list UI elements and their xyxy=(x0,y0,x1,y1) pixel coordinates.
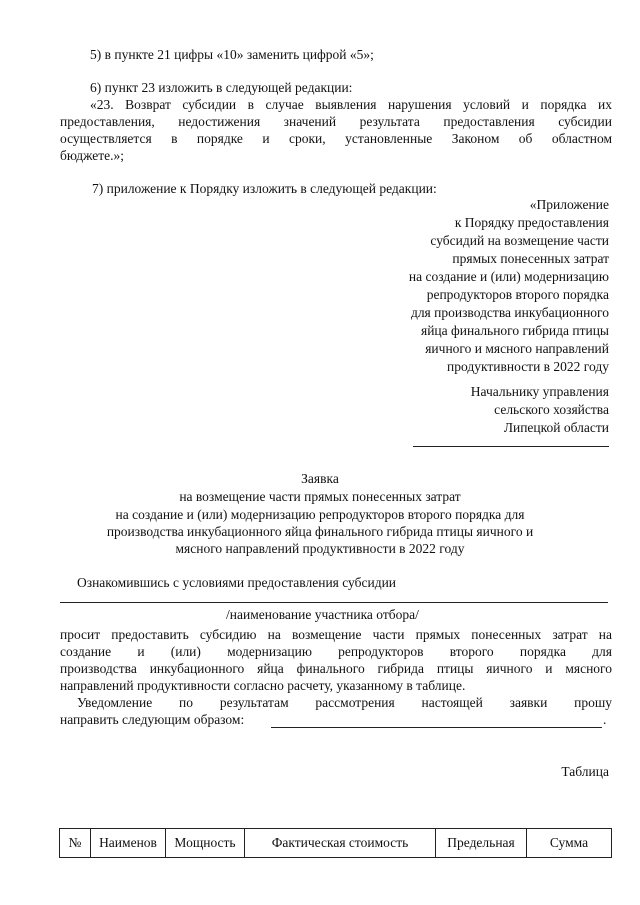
body-line-5: Уведомление по результатам рассмотрения настоящей заявки прошу xyxy=(77,695,612,710)
application-title: Заявка xyxy=(301,471,339,486)
addressee-signature-line xyxy=(413,446,609,447)
body-line-3: производства инкубационного яйца финального гибрида птицы яичного и мясного xyxy=(60,661,612,676)
addressee-line-3: Липецкой области xyxy=(503,420,609,435)
application-subtitle-1: на возмещение части прямых понесенных затрат xyxy=(179,489,461,504)
application-subtitle-3: производства инкубационного яйца финального гибрида птицы яичного и xyxy=(106,524,534,539)
calculation-table xyxy=(59,828,612,858)
table-header-row xyxy=(60,829,612,858)
body-line-2: создание и (или) модернизацию репродукторов второго порядка для xyxy=(60,644,612,659)
appendix-line-2: к Порядку предоставления xyxy=(454,215,609,230)
addressee-line-1: Начальнику управления xyxy=(470,384,609,399)
appendix-line-7: для производства инкубационного xyxy=(410,305,609,320)
intro-text: Ознакомившись с условиями предоставления субсидии xyxy=(77,575,397,590)
body-line-6: направить следующим образом: xyxy=(60,712,245,727)
item-23-line-3: осуществляется в порядке и сроки, установленные Законом об областном xyxy=(60,131,612,146)
item-5: 5) в пункте 21 цифры «10» заменить цифрой «5»; xyxy=(90,47,374,62)
table-label: Таблица xyxy=(561,764,609,779)
appendix-line-3: субсидий на возмещение части xyxy=(430,233,609,248)
appendix-line-1: «Приложение xyxy=(529,197,609,212)
application-subtitle-4: мясного направлений продуктивности в 2022 году xyxy=(175,541,465,556)
item-23-line-4: бюджете.»; xyxy=(60,148,125,163)
item-23-line-1: «23. Возврат субсидии в случае выявления нарушения условий и порядка их xyxy=(90,97,612,112)
appendix-line-8: яйца финального гибрида птицы xyxy=(420,323,609,338)
item-6: 6) пункт 23 изложить в следующей редакции: xyxy=(90,80,353,95)
body-line-4: направлений продуктивности согласно расчету, указанному в таблице. xyxy=(60,678,466,693)
table-header-actual-cost: Фактическая стоимость xyxy=(245,829,436,858)
table-header-sum: Сумма xyxy=(527,829,612,858)
application-subtitle-2: на создание и (или) модернизацию репродукторов второго порядка для xyxy=(115,507,525,522)
participant-caption: /наименование участника отбора/ xyxy=(226,607,419,622)
table-header-capacity: Мощность xyxy=(166,829,245,858)
participant-name-line xyxy=(60,602,608,603)
appendix-line-10: продуктивности в 2022 году xyxy=(447,359,609,374)
appendix-line-4: прямых понесенных затрат xyxy=(452,251,609,266)
notification-method-line xyxy=(271,727,602,728)
appendix-line-5: на создание и (или) модернизацию xyxy=(408,269,609,284)
body-line-6-end: . xyxy=(603,712,607,727)
addressee-line-2: сельского хозяйства xyxy=(494,402,609,417)
table-header-number: № xyxy=(60,829,91,858)
appendix-line-6: репродукторов второго порядка xyxy=(426,287,609,302)
table-header-limit: Предельная xyxy=(436,829,527,858)
body-line-1: просит предоставить субсидию на возмещение части прямых понесенных затрат на xyxy=(60,627,612,642)
appendix-line-9: яичного и мясного направлений xyxy=(425,341,609,356)
item-7: 7) приложение к Порядку изложить в следующей редакции: xyxy=(92,181,437,196)
item-23-line-2: предоставления, недостижения значений результата предоставления субсидии xyxy=(60,114,612,129)
table-header-name: Наименов xyxy=(91,829,166,858)
